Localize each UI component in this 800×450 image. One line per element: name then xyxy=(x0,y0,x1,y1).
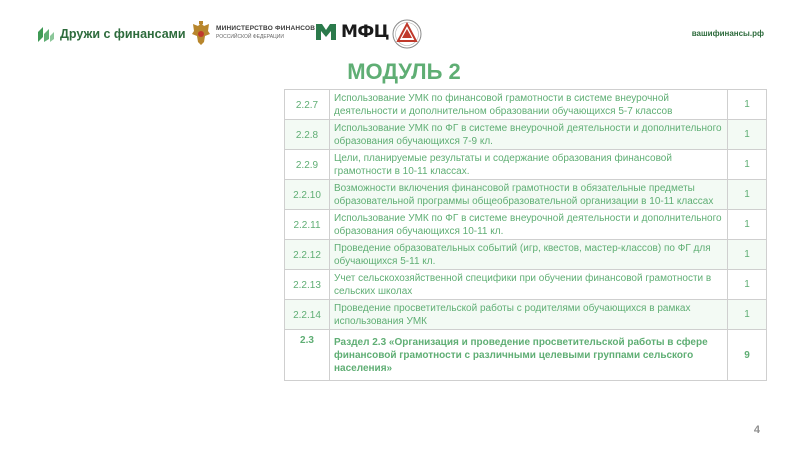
mfc-mark-icon xyxy=(314,20,338,44)
header xyxy=(0,0,800,62)
row-hours: 1 xyxy=(728,120,767,150)
row-hours: 1 xyxy=(728,180,767,210)
row-number: 2.2.13 xyxy=(285,270,330,300)
row-number: 2.2.9 xyxy=(285,150,330,180)
curriculum-table xyxy=(284,89,767,381)
table-row xyxy=(285,150,767,180)
row-topic: Использование УМК по ФГ в системе внеурочной деятельности и дополнительного образования обучающихся 10-11 кл. xyxy=(330,210,728,240)
ministry-logo xyxy=(190,20,315,46)
row-number: 2.2.12 xyxy=(285,240,330,270)
row-topic: Проведение образовательных событий (игр, квестов, мастер-классов) по ФГ для обучающихся 5-11 кл. xyxy=(330,240,728,270)
row-hours: 1 xyxy=(728,270,767,300)
row-hours: 9 xyxy=(728,330,767,381)
row-number: 2.2.7 xyxy=(285,90,330,120)
row-topic: Учет сельскохозяйственной специфики при обучении финансовой грамотности в сельских школах xyxy=(330,270,728,300)
row-topic: Проведение просветительской работы с родителями обучающихся в рамках использования УМК xyxy=(330,300,728,330)
table-row xyxy=(285,90,767,120)
table-row xyxy=(285,120,767,150)
table-row xyxy=(285,240,767,270)
row-number: 2.2.8 xyxy=(285,120,330,150)
row-number: 2.2.10 xyxy=(285,180,330,210)
mfc-logo xyxy=(314,20,389,44)
row-number: 2.2.11 xyxy=(285,210,330,240)
institute-emblem-icon xyxy=(391,18,423,50)
row-number: 2.2.14 xyxy=(285,300,330,330)
row-topic: Возможности включения финансовой грамотности в обязательные предметы образовательной программы общеобразовательной организации в 10-11 классах xyxy=(330,180,728,210)
module-title: МОДУЛЬ 2 xyxy=(347,59,461,84)
table-row xyxy=(285,300,767,330)
row-topic: Использование УМК по ФГ в системе внеурочной деятельности и дополнительного образования обучающихся 7-9 кл. xyxy=(330,120,728,150)
ministry-name: МИНИСТЕРСТВО ФИНАНСОВ xyxy=(216,25,316,33)
website-link[interactable]: вашифинансы.рф xyxy=(691,29,764,38)
section-row xyxy=(285,330,767,381)
row-hours: 1 xyxy=(728,150,767,180)
page-number: 4 xyxy=(753,424,760,436)
row-hours: 1 xyxy=(728,90,767,120)
table-row xyxy=(285,180,767,210)
table-row xyxy=(285,210,767,240)
ministry-country: РОССИЙСКОЙ ФЕДЕРАЦИИ xyxy=(216,33,284,40)
brand-name: Дружи с финансами xyxy=(60,27,186,41)
row-topic: Использование УМК по финансовой грамотности в системе внеурочной деятельности и дополнительном образовании обучающихся 5-7 классов xyxy=(330,90,728,120)
mfc-label: МФЦ xyxy=(341,22,390,42)
row-hours: 1 xyxy=(728,240,767,270)
row-hours: 1 xyxy=(728,300,767,330)
row-hours: 1 xyxy=(728,210,767,240)
row-topic: Раздел 2.3 «Организация и проведение просветительской работы в сфере финансовой грамотности с различными целевыми группами сельского населения» xyxy=(330,330,728,381)
row-topic: Цели, планируемые результаты и содержание образования финансовой грамотности в 10-11 классах. xyxy=(330,150,728,180)
table-row xyxy=(285,270,767,300)
row-number: 2.3 xyxy=(285,330,330,381)
coat-of-arms-icon xyxy=(190,20,212,46)
leaf-icon xyxy=(36,24,56,44)
brand-logo[interactable] xyxy=(36,24,186,44)
